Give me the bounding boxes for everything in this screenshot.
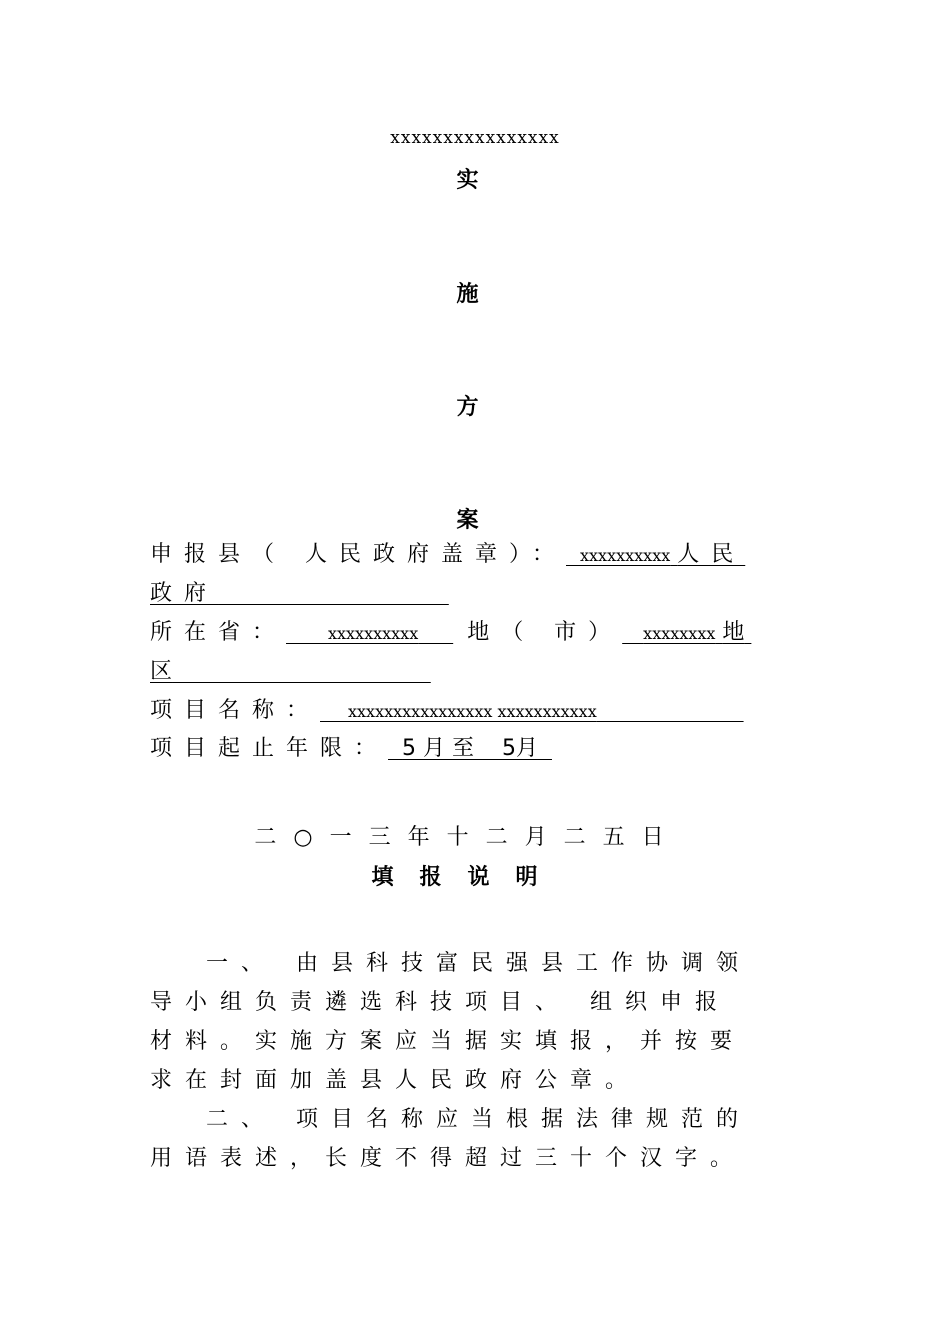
- title-char-3: 方: [456, 395, 479, 420]
- project-name-row: [150, 696, 744, 726]
- title-char-1: 实: [456, 168, 479, 193]
- province-value: xxxxxxxxxx: [327, 624, 419, 643]
- para1-line-4: 求在封面加盖县人民政府公章。: [150, 1068, 641, 1093]
- instructions-title: 填报说明: [371, 865, 564, 890]
- city-label: 地（ 市）: [467, 620, 623, 645]
- province-label: 所在省：: [150, 620, 287, 645]
- period-value: 5 月 至 5月: [402, 736, 538, 761]
- county-value: xxxxxxxxxx 人民: [580, 542, 746, 567]
- county-row: [150, 540, 745, 570]
- para1-line-2: 导小组负责遴选科技项目、 组织申报: [150, 990, 730, 1015]
- project-name-value: xxxxxxxxxxxxxxxx xxxxxxxxxxx: [348, 702, 597, 721]
- period-row: [150, 734, 552, 764]
- county-value-tail: 人民: [677, 542, 746, 567]
- para1-line-1: 一、 由县科技富民强县工作协调领: [206, 951, 751, 976]
- instruction-para-1: [150, 944, 790, 1100]
- cover-code-line: xxxxxxxxxxxxxxxx: [390, 128, 560, 148]
- province-row: [150, 618, 751, 648]
- para1-line-3: 材料。实施方案应当据实填报，并按要: [150, 1029, 746, 1054]
- county-row-cont: [150, 579, 449, 609]
- city-value: xxxxxxxx 地: [643, 620, 745, 645]
- project-name-label: 项目名称：: [150, 698, 321, 723]
- instruction-para-2: [150, 1100, 790, 1178]
- province-row-cont: [150, 657, 431, 687]
- county-value-cont: 政府: [150, 581, 219, 606]
- document-date: 二○一三年十二月二五日: [254, 825, 681, 850]
- period-label: 项目起止年限：: [150, 736, 389, 761]
- para2-line-1: 二、 项目名称应当根据法律规范的: [206, 1107, 751, 1132]
- county-label: 申报县（ 人民政府盖章）：: [150, 542, 566, 567]
- title-char-4: 案: [456, 508, 479, 533]
- para2-line-2: 用语表述，长度不得超过三十个汉字。: [150, 1146, 746, 1171]
- city-value-cont: 区: [150, 659, 173, 684]
- title-char-2: 施: [456, 282, 479, 307]
